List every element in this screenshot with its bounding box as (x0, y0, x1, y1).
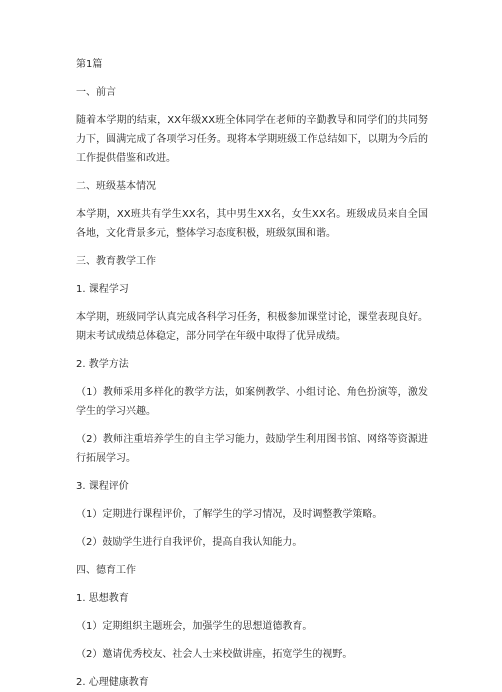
section-heading: 四、德育工作 (76, 565, 136, 576)
paragraph: 本学期，班级同学认真完成各科学习任务，积极参加课堂讨论，课堂表现良好。期末考试成绩总体稳定，部分同学在年级中取得了优异成绩。 (76, 312, 428, 342)
section-heading: 二、班级基本情况 (76, 181, 156, 192)
list-item: （1）教师采用多样化的教学方法，如案例教学、小组讨论、角色扮演等，激发学生的学习兴趣。 (76, 387, 428, 417)
document-body (76, 55, 428, 692)
list-item: （1）定期组织主题班会，加强学生的思想道德教育。 (76, 621, 313, 632)
list-item: （2）鼓励学生进行自我评价，提高自我认知能力。 (76, 537, 303, 548)
paragraph: 本学期，XX班共有学生XX名，其中男生XX名，女生XX名。班级成员来自全国各地，文化背景多元，整体学习态度积极，班级氛围和谐。 (76, 209, 428, 239)
subsection-heading: 1. 课程学习 (76, 284, 129, 295)
subsection-heading: 3. 课程评价 (76, 481, 129, 492)
subsection-heading: 2. 教学方法 (76, 359, 129, 370)
list-item: （2）邀请优秀校友、社会人士来校做讲座，拓宽学生的视野。 (76, 649, 353, 660)
subsection-heading: 2. 心理健康教育 (76, 677, 149, 688)
list-item: （1）定期进行课程评价，了解学生的学习情况，及时调整教学策略。 (76, 509, 383, 520)
list-item: （2）教师注重培养学生的自主学习能力，鼓励学生利用图书馆、网络等资源进行拓展学习。 (76, 434, 428, 464)
part-title: 第1篇 (76, 59, 103, 70)
section-heading: 三、教育教学工作 (76, 256, 156, 267)
subsection-heading: 1. 思想教育 (76, 593, 129, 604)
section-heading: 一、前言 (76, 87, 116, 98)
paragraph: 随着本学期的结束，XX年级XX班全体同学在老师的辛勤教导和同学们的共同努力下，圆满完成了各项学习任务。现将本学期班级工作总结如下，以期为今后的工作提供借鉴和改进。 (76, 115, 428, 164)
